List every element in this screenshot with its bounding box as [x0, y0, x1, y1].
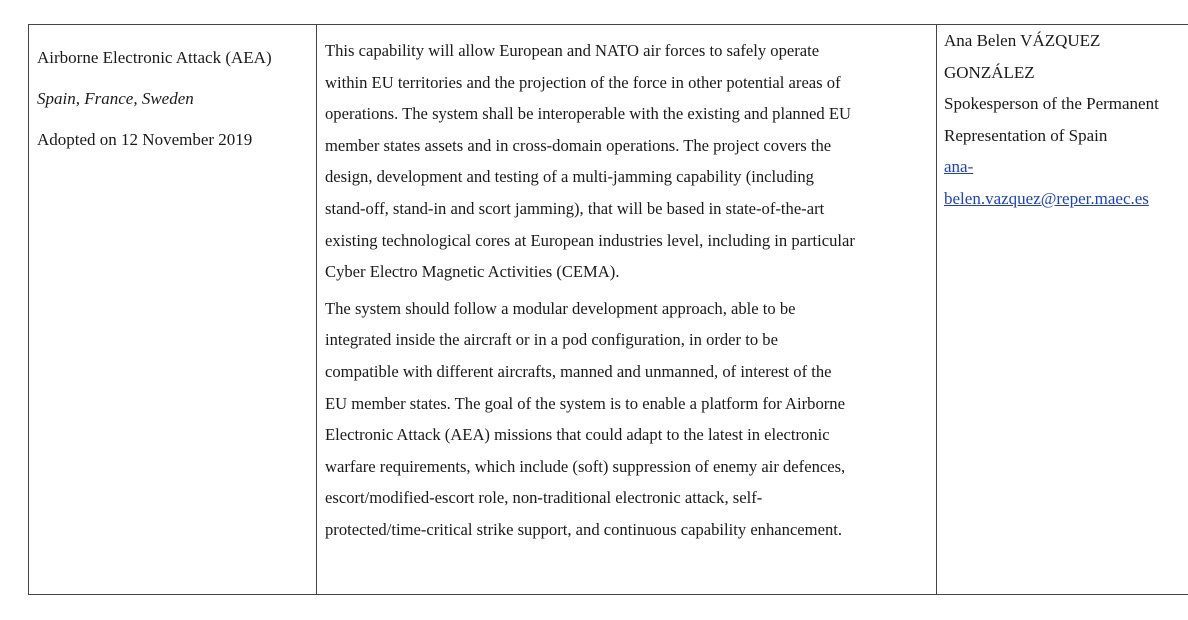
description-line: member states assets and in cross-domain operations. The project covers the	[325, 135, 832, 155]
description-line: stand-off, stand-in and scort jamming), that will be based in state-of-the-art	[325, 198, 825, 218]
contact-role-line: Spokesperson of the Permanent	[944, 94, 1159, 114]
project-title: Airborne Electronic Attack (AEA)	[37, 48, 272, 67]
description-cell	[317, 25, 937, 595]
description-line: protected/time-critical strike support, and continuous capability enhancement.	[325, 519, 842, 539]
contact-name-line: GONZÁLEZ	[944, 62, 1035, 82]
description-paragraph-2	[325, 293, 932, 546]
table-row	[29, 25, 1188, 595]
description-line: warfare requirements, which include (soft) suppression of enemy air defences,	[325, 456, 846, 476]
description-line: within EU territories and the projection of the force in other potential areas of	[325, 72, 841, 92]
contact-role-line: Representation of Spain	[944, 125, 1108, 145]
contact-name-line: Ana Belen VÁZQUEZ	[944, 31, 1101, 50]
description-line: EU member states. The goal of the system is to enable a platform for Airborne	[325, 393, 845, 413]
email-line: belen.vazquez@reper.maec.es	[944, 188, 1149, 208]
description-line: Cyber Electro Magnetic Activities (CEMA).	[325, 262, 620, 282]
description-line: operations. The system shall be interoperable with the existing and planned EU	[325, 104, 851, 124]
description-line: existing technological cores at European industries level, including in particular	[325, 230, 855, 250]
project-table	[28, 24, 1188, 595]
description-line: compatible with different aircrafts, manned and unmanned, of interest of the	[325, 361, 832, 381]
description-line: The system should follow a modular development approach, able to be	[325, 298, 796, 318]
contact-email-link[interactable]	[944, 151, 1188, 214]
adoption-date: Adopted on 12 November 2019	[37, 130, 253, 149]
description-line: design, development and testing of a multi-jamming capability (including	[325, 167, 814, 187]
participating-countries: Spain, France, Sweden	[37, 89, 194, 108]
project-cell	[29, 25, 317, 595]
description-line: This capability will allow European and NATO air forces to safely operate	[325, 41, 820, 60]
description-paragraph-1	[325, 35, 932, 288]
description-line: Electronic Attack (AEA) missions that could adapt to the latest in electronic	[325, 425, 830, 445]
email-line: ana-	[944, 157, 974, 177]
contact-cell	[937, 25, 1188, 595]
description-line: integrated inside the aircraft or in a pod configuration, in order to be	[325, 330, 778, 350]
description-line: escort/modified-escort role, non-traditional electronic attack, self-	[325, 488, 763, 508]
